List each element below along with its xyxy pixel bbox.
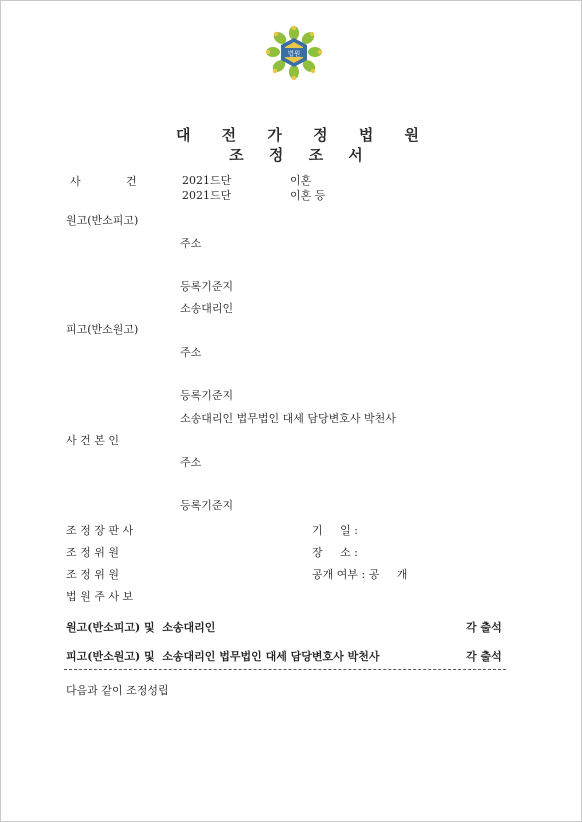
case-label-right: 건 xyxy=(126,175,137,188)
public-label: 공개 여부 : 공 개 xyxy=(312,568,408,581)
seal-text: 법원 xyxy=(287,49,301,58)
court-seal-icon xyxy=(264,24,324,82)
case-number-1: 2021드단 xyxy=(182,174,232,187)
defendant-registered: 등록기준지 xyxy=(180,389,234,402)
attendance-status-2: 각 출석 xyxy=(466,650,502,663)
case-name-1: 이혼 xyxy=(290,174,312,187)
attendance-status-1: 각 출석 xyxy=(466,621,502,634)
case-number-2: 2021드단 xyxy=(182,189,232,202)
plaintiff-registered: 등록기준지 xyxy=(180,280,234,293)
document-title: 조 정 조 서 xyxy=(229,146,373,164)
plaintiff-attorney: 소송대리인 xyxy=(180,302,234,315)
defendant-attorney: 소송대리인 법무법인 대세 담당변호사 박천사 xyxy=(180,412,396,425)
date-label: 기 일 : xyxy=(312,524,358,537)
attendance-defendant: 피고(반소원고) 및 소송대리인 법무법인 대세 담당변호사 박천사 xyxy=(66,650,380,663)
plaintiff-address: 주소 xyxy=(180,237,202,250)
mediator-1-label: 조 정 위 원 xyxy=(66,546,119,559)
principal-registered: 등록기준지 xyxy=(180,499,234,512)
plaintiff-label: 원고(반소피고) xyxy=(66,214,139,227)
place-label: 장 소 : xyxy=(312,546,358,559)
court-name: 대 전 가 정 법 원 xyxy=(175,126,433,144)
judge-label: 조 정 장 판 사 xyxy=(66,524,134,537)
defendant-address: 주소 xyxy=(180,346,202,359)
mediator-2-label: 조 정 위 원 xyxy=(66,568,119,581)
defendant-label: 피고(반소원고) xyxy=(66,323,139,336)
clerk-label: 법 원 주 사 보 xyxy=(66,590,134,603)
mediation-result: 다음과 같이 조정성립 xyxy=(66,684,169,697)
case-name-2: 이혼 등 xyxy=(290,189,326,202)
principal-address: 주소 xyxy=(180,456,202,469)
principal-label: 사 건 본 인 xyxy=(66,434,119,447)
attendance-plaintiff: 원고(반소피고) 및 소송대리인 xyxy=(66,621,216,634)
divider-dashed xyxy=(64,669,506,670)
case-label-left: 사 xyxy=(70,175,81,188)
